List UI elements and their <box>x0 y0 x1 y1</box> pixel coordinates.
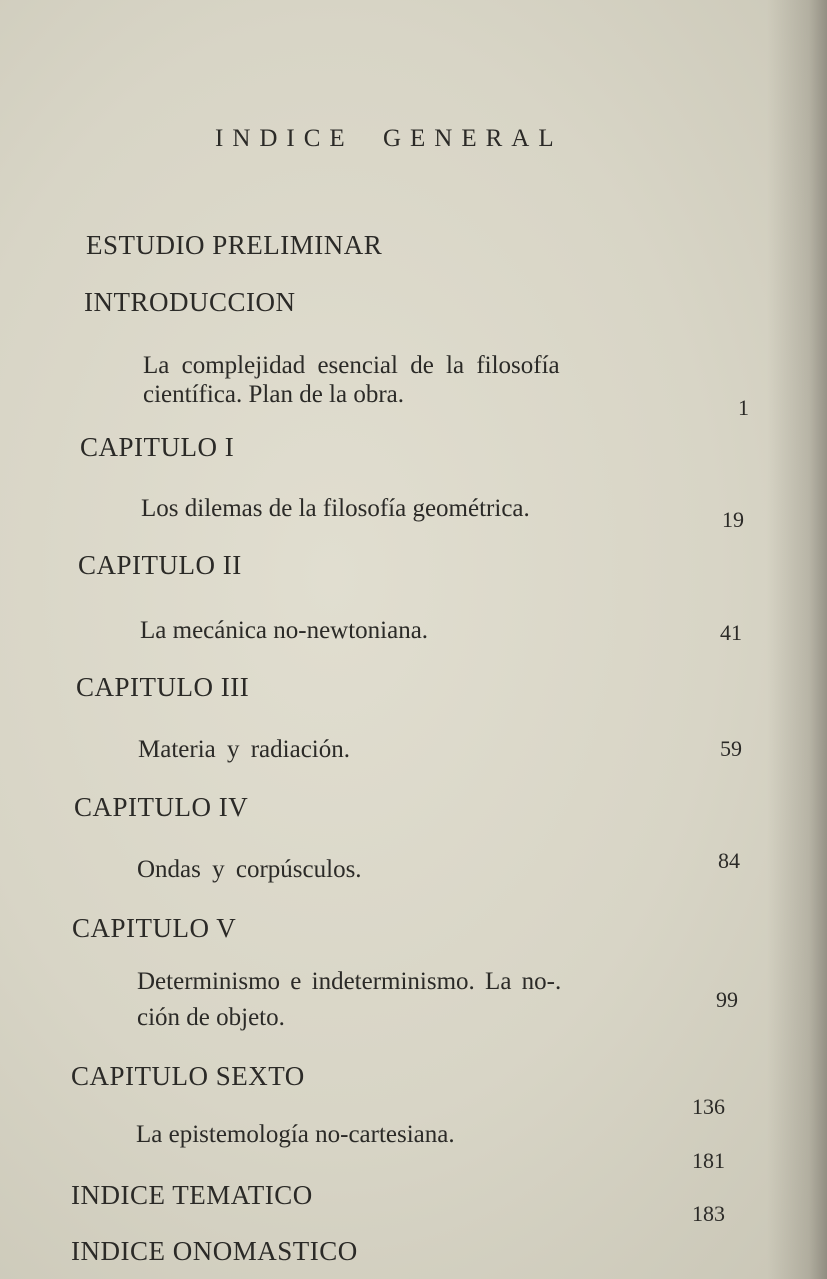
page-number-capitulo-ii: 41 <box>720 620 742 645</box>
entry-text-introduccion-line-1: La complejidad esencial de la filosofía <box>143 352 560 379</box>
section-heading-estudio-preliminar: ESTUDIO PRELIMINAR <box>86 230 383 260</box>
entry-text-capitulo-ii: La mecánica no-newtoniana. <box>140 617 429 644</box>
section-heading-indice-onomastico: INDICE ONOMASTICO <box>71 1236 358 1266</box>
page-number-introduccion: 1 <box>738 395 749 420</box>
entry-text-capitulo-v-line-2: ción de objeto. <box>137 1004 285 1031</box>
entry-text-capitulo-sexto: La epistemología no-cartesiana. <box>136 1121 455 1148</box>
page-number-capitulo-iii: 59 <box>720 736 742 761</box>
section-heading-introduccion: INTRODUCCION <box>84 287 296 317</box>
page-number-indice-tematico: 181 <box>692 1148 725 1173</box>
entry-text-introduccion-line-2: científica. Plan de la obra. <box>143 381 404 408</box>
page-number-capitulo-i: 19 <box>722 507 744 532</box>
page-edge-shadow <box>767 0 827 1279</box>
page-number-capitulo-iv: 84 <box>718 848 740 873</box>
entry-text-capitulo-iv: Ondas y corpúsculos. <box>137 856 362 883</box>
page-number-capitulo-v: 99 <box>716 987 738 1012</box>
entry-text-capitulo-i: Los dilemas de la filosofía geométrica. <box>141 495 530 522</box>
section-heading-capitulo-ii: CAPITULO II <box>78 550 242 580</box>
page-number-capitulo-sexto: 136 <box>692 1094 725 1119</box>
section-heading-capitulo-iii: CAPITULO III <box>76 672 250 702</box>
entry-text-capitulo-v-line-1: Determinismo e indeterminismo. La no-. <box>137 968 562 995</box>
section-heading-indice-tematico: INDICE TEMATICO <box>71 1180 313 1210</box>
entry-text-capitulo-iii: Materia y radiación. <box>138 736 350 763</box>
page-number-indice-onomastico: 183 <box>692 1201 725 1226</box>
section-heading-capitulo-sexto: CAPITULO SEXTO <box>71 1061 305 1091</box>
page-title: INDICE GENERAL <box>215 125 563 152</box>
section-heading-capitulo-iv: CAPITULO IV <box>74 792 249 822</box>
section-heading-capitulo-i: CAPITULO I <box>80 432 235 462</box>
section-heading-capitulo-v: CAPITULO V <box>72 913 237 943</box>
